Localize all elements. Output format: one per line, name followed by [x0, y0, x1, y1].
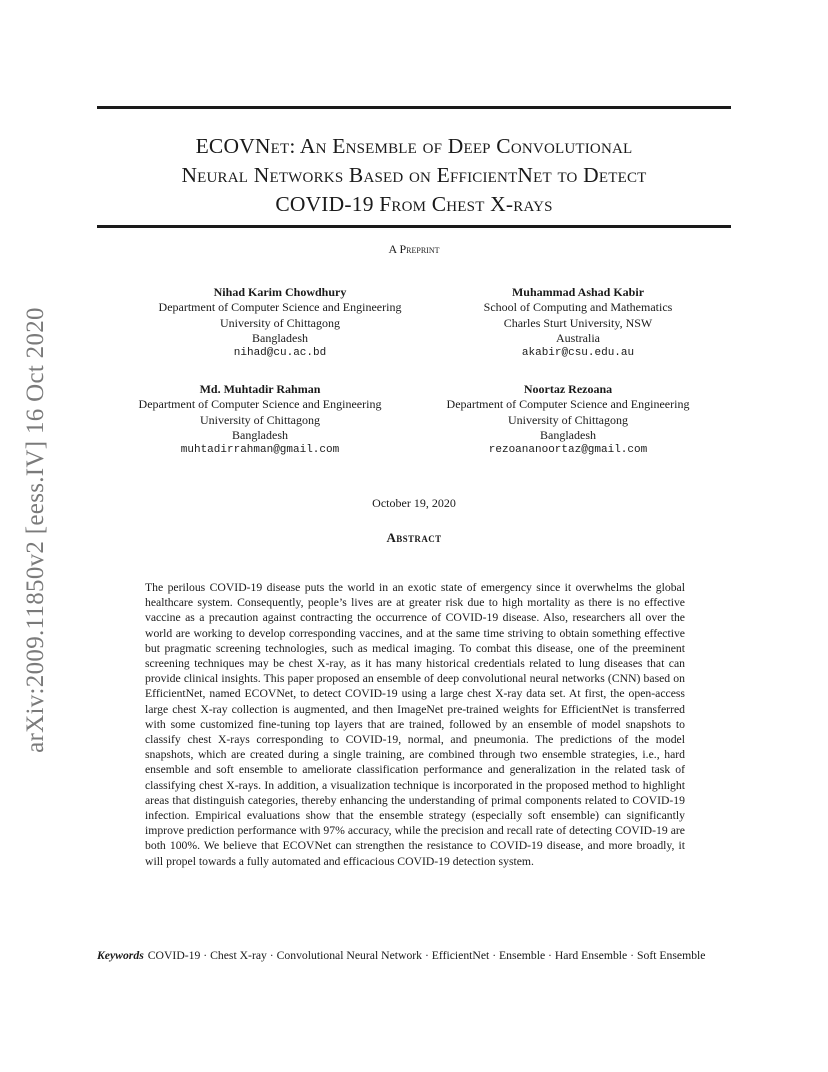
abstract-heading: Abstract: [386, 530, 442, 545]
author-email: muhtadirrahman@gmail.com: [180, 444, 340, 457]
abstract-text: The perilous COVID-19 disease puts the world in an exotic state of emergency since it overwhelms the global healthcare system. Consequently, people’s lives are at greater risk due to high mortality as there is no effective vaccine as a precaution against contracting the occurrence of COVID-19 disease. Also, researchers all over the world are working to develop corresponding vaccines, and at the same time striving to obtain something effective but pragmatic screening technologies, such as medical imaging. To combat this disease, one of the preeminent screening techniques may be chest X-ray, as it has many historical credentials related to lung diseases that can provide clinical insights. This paper proposed an ensemble of deep convolutional neural networks (CNN) based on EfficientNet, named ECOVNet, to detect COVID-19 using a large chest X-ray data set. At first, the open-access large chest X-ray collection is augmented, and then ImageNet pre-trained weights for EfficientNet is transferred with some customized fine-tuning top layers that are trained, followed by an ensemble of model snapshots to classify chest X-rays corresponding to COVID-19, normal, and pneumonia. The predictions of the model snapshots, which are created during a single training, are combined through two ensemble strategies, i.e., hard ensemble and soft ensemble to ameliorate classification performance and generalization in the related task of classifying chest X-rays. In addition, a visualization technique is incorporated in the proposed method to highlight areas that distinguish categories, thereby enhancing the understanding of primal components related to COVID-19 infection. Empirical evaluations show that the ensemble strategy (especially soft ensemble) can significantly improve prediction performance with 97% accuracy, while the precision and recall rate of detecting COVID-19 are both 100%. We believe that ECOVNet can strengthen the resistance to COVID-19 disease, and more broadly, it will propel towards a fully automated and efficacious COVID-19 detection system.: [145, 581, 685, 868]
author-location: Australia: [556, 330, 600, 345]
keywords: [97, 948, 731, 963]
title-bottom-rule: [97, 225, 731, 228]
author-institution: Charles Sturt University, NSW: [503, 315, 653, 330]
author-block-4: [418, 382, 718, 458]
title-line-1: ECOVNet: An Ensemble of Deep Convolutional: [195, 134, 633, 158]
title-top-rule: [97, 106, 731, 109]
author-name: Muhammad Ashad Kabir: [511, 285, 645, 299]
arxiv-identifier: arXiv:2009.11850v2 [eess.IV] 16 Oct 2020: [22, 307, 49, 753]
author-name: Noortaz Rezoana: [523, 382, 613, 396]
author-block-3: [110, 382, 410, 458]
author-name: Nihad Karim Chowdhury: [213, 285, 347, 299]
author-email: akabir@csu.edu.au: [521, 347, 635, 360]
author-location: Bangladesh: [232, 427, 288, 442]
author-institution: University of Chittagong: [200, 412, 320, 427]
author-email: nihad@cu.ac.bd: [233, 347, 327, 360]
author-location: Bangladesh: [252, 330, 308, 345]
author-institution: University of Chittagong: [220, 315, 340, 330]
author-location: Bangladesh: [540, 427, 596, 442]
author-email: rezoananoortaz@gmail.com: [488, 444, 648, 457]
author-department: Department of Computer Science and Engineering: [138, 397, 382, 412]
keywords-list: COVID-19 · Chest X-ray · Convolutional Neural Network · EfficientNet · Ensemble · Hard Ensemble · Soft Ensemble: [147, 949, 706, 962]
publication-date: October 19, 2020: [372, 496, 456, 510]
author-block-1: [130, 285, 430, 361]
author-department: Department of Computer Science and Engineering: [158, 300, 402, 315]
author-institution: University of Chittagong: [508, 412, 628, 427]
keywords-label: Keywords: [97, 949, 144, 962]
author-department: School of Computing and Mathematics: [483, 300, 673, 315]
author-name: Md. Muhtadir Rahman: [199, 382, 321, 396]
title-line-3: COVID-19 From Chest X-rays: [275, 192, 553, 216]
paper-title: [97, 132, 731, 219]
title-line-2: Neural Networks Based on EfficientNet to Detect: [181, 163, 647, 187]
author-block-2: [428, 285, 728, 361]
preprint-label: A Preprint: [388, 242, 440, 256]
author-department: Department of Computer Science and Engineering: [446, 397, 690, 412]
